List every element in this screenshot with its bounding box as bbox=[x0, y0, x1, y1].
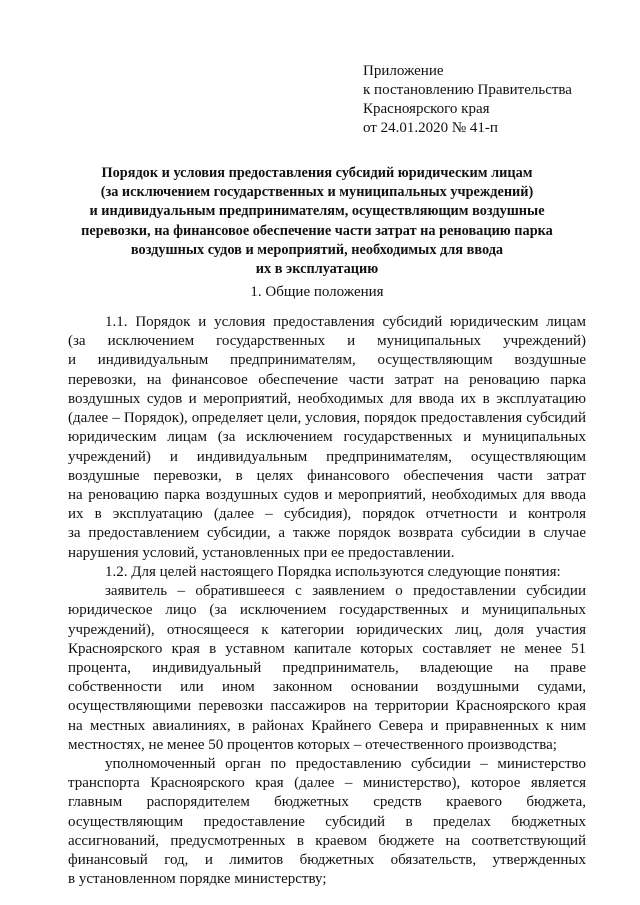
body-line: местностях, не менее 50 процентов которых – отечественного производства; bbox=[68, 736, 557, 753]
title-line: и индивидуальным предпринимателям, осуществляющим воздушные bbox=[89, 203, 545, 220]
body-line: 1.2. Для целей настоящего Порядка используются следующие понятия: bbox=[105, 563, 561, 580]
body-line: собственности или ином законном основании воздушными судами, bbox=[68, 679, 586, 696]
body-line: (далее – Порядок), определяет цели, условия, порядок предоставления субсидий bbox=[68, 410, 586, 427]
appendix-line: Красноярского края bbox=[363, 101, 490, 117]
body-line: на местных авиалиниях, в районах Крайнего Севера и приравненных к ним bbox=[68, 717, 586, 734]
document-title bbox=[60, 164, 574, 279]
appendix-line: от 24.01.2020 № 41-п bbox=[363, 120, 498, 136]
appendix-line: к постановлению Правительства bbox=[363, 82, 572, 98]
body-line: учреждений) и индивидуальным предпринимателям, осуществляющим bbox=[68, 448, 586, 465]
body-line: осуществляющим предоставление субсидий в пределах бюджетных bbox=[68, 813, 586, 830]
title-line: перевозки, на финансовое обеспечение части затрат на реновацию парка bbox=[81, 222, 553, 239]
body-line: на реновацию парка воздушных судов и мероприятий, необходимых для ввода bbox=[68, 486, 586, 503]
body-line: юридическим лицам (за исключением государственных и муниципальных bbox=[68, 429, 586, 446]
body-line: уполномоченный орган по предоставлению субсидии – министерство bbox=[105, 756, 586, 773]
body-line: юридическое лицо (за исключением государственных и муниципальных bbox=[68, 602, 586, 619]
body-line: воздушных судов и мероприятий, необходимых для ввода их в эксплуатацию bbox=[68, 390, 586, 407]
body-line: воздушные перевозки, в целях финансового обеспечения части затрат bbox=[68, 467, 586, 484]
section-heading: 1. Общие положения bbox=[250, 284, 384, 300]
document-body bbox=[68, 313, 586, 890]
body-line: перевозки, на финансовое обеспечение части затрат на реновацию парка bbox=[68, 371, 586, 388]
body-line: финансовый год, и лимитов бюджетных обязательств, утвержденных bbox=[68, 852, 586, 869]
title-line: (за исключением государственных и муниципальных учреждений) bbox=[100, 184, 534, 201]
body-line: главным распорядителем бюджетных средств краевого бюджета, bbox=[68, 794, 586, 811]
body-line: Красноярского края в уставном капитале которых составляет не менее 51 bbox=[68, 640, 586, 657]
body-line: заявитель – обратившееся с заявлением о предоставлении субсидии bbox=[105, 583, 586, 600]
title-line: их в эксплуатацию bbox=[255, 261, 379, 278]
body-line: 1.1. Порядок и условия предоставления субсидий юридическим лицам bbox=[105, 314, 586, 330]
body-line: за предоставлением субсидии, а также порядок возврата субсидии в случае bbox=[68, 525, 586, 542]
title-line: воздушных судов и мероприятий, необходимых для ввода bbox=[130, 241, 504, 258]
appendix-line: Приложение bbox=[363, 63, 444, 79]
body-line: процента, индивидуальный предприниматель, владеющие на праве bbox=[68, 659, 586, 676]
body-line: (за исключением государственных и муниципальных учреждений) bbox=[68, 333, 586, 350]
appendix-block bbox=[363, 62, 633, 138]
body-line: нарушения условий, установленных при ее предоставлении. bbox=[68, 544, 455, 561]
body-line: и индивидуальным предпринимателям, осуществляющим воздушные bbox=[68, 352, 586, 369]
body-line: их в эксплуатацию (далее – субсидия), порядок отчетности и контроля bbox=[68, 506, 586, 523]
body-line: учреждений), относящееся к категории юридических лиц, доля участия bbox=[68, 621, 586, 638]
body-line: осуществляющими перевозки пассажиров на территории Красноярского края bbox=[68, 698, 586, 715]
title-line: Порядок и условия предоставления субсидий юридическим лицам bbox=[101, 165, 533, 181]
body-line: в установленном порядке министерству; bbox=[68, 871, 327, 888]
body-line: транспорта Красноярского края (далее – министерство), которое является bbox=[68, 775, 586, 792]
body-line: ассигнований, предусмотренных в краевом бюджете на соответствующий bbox=[68, 832, 586, 849]
